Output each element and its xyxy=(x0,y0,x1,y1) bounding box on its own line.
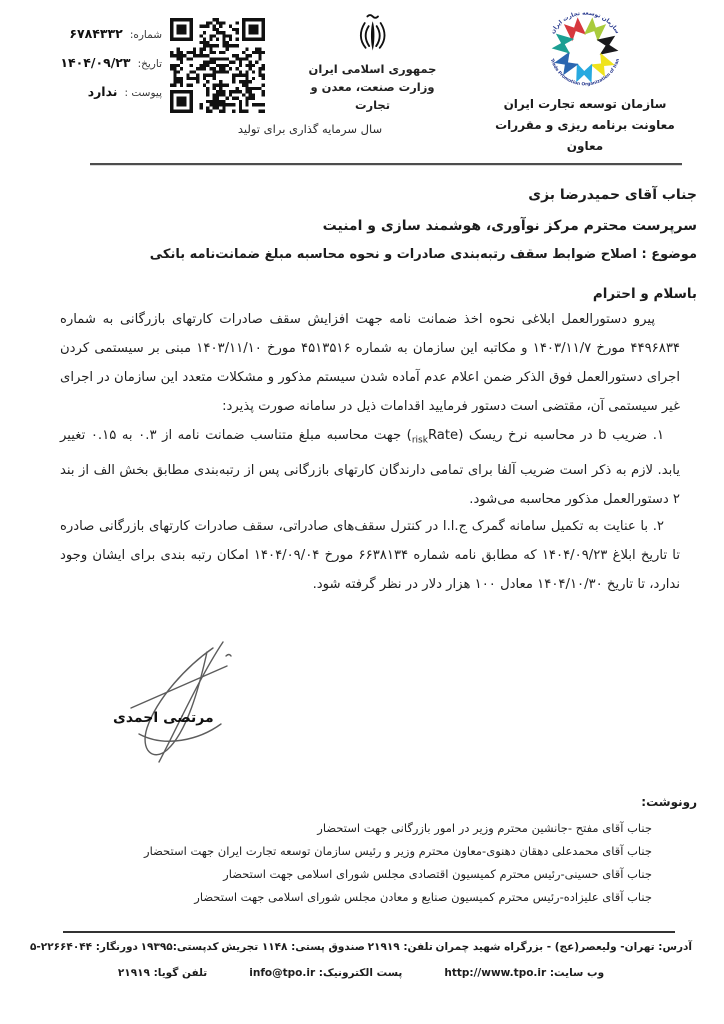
footer-address: آدرس: تهران- ولیعصر(عج) - بزرگراه شهید چمران xyxy=(435,941,692,953)
tpo-ring-text-en: Trade Promotion Organization of Iran xyxy=(548,58,622,88)
item1-rate-subscript: risk xyxy=(411,435,428,446)
letter-attachment-label: پیوست : xyxy=(124,87,162,99)
salutation: باسلام و احترام xyxy=(592,286,697,302)
footer-contact-line xyxy=(30,941,692,953)
recipient-name: جناب آقای حمیدرضا بزی xyxy=(528,187,697,203)
footer-web-line xyxy=(30,967,692,979)
footer-email-address: info@tpo.ir xyxy=(249,967,316,979)
footer-voice-phone: تلفن گویا: ۲۱۹۱۹ xyxy=(117,967,208,979)
cc-item: جناب آقای علیزاده-رئیس محترم کمیسیون صنایع و معادن مجلس شورای اسلامی جهت استحضار xyxy=(194,890,652,904)
body-item-1 xyxy=(60,421,680,514)
header-divider xyxy=(90,163,682,165)
item1-text-pre: ۱. ضریب b در محاسبه نرخ ریسک ( xyxy=(458,428,665,443)
letter-date-row xyxy=(34,55,162,84)
body-item-2: ۲. با عنایت به تکمیل سامانه گمرک ج.ا.ا در کنترل سقف‌های صادراتی، سقف صادرات کارتهای بازرگانی صادره تا تاریخ ابلاغ ۱۴۰۴/۰۹/۲۳ که مطابق نامه شماره ۶۶۳۸۱۳۴ مورخ ۱۴۰۴/۰۹/۰۴ امکان رتبه بندی برای ایشان وجود ندارد، تا تاریخ ۱۴۰۴/۱۰/۳۰ معادل ۱۰۰ هزار دلار در نظر گرفته شود. xyxy=(60,519,680,592)
org-name: سازمان توسعه تجارت ایران xyxy=(503,97,667,111)
ministry-name: وزارت صنعت، معدن و تجارت xyxy=(310,80,435,112)
signature-icon xyxy=(95,636,315,781)
footer-phone: تلفن: ۲۱۹۱۹ xyxy=(367,941,433,953)
svg-text:سازمان توسعه تجارت ایران xyxy=(550,11,620,36)
letter-number-value: ۶۷۸۴۳۳۲ xyxy=(69,26,123,41)
item1-rate-label: Rate xyxy=(427,428,459,443)
letter-date-label: تاریخ: xyxy=(137,58,162,70)
body-paragraph: پیرو دستورالعمل ابلاغی نحوه اخذ ضمانت نامه جهت افزایش سقف صادرات کارتهای بازرگانی به شماره ۴۴۹۶۸۳۴ مورخ ۱۴۰۳/۱۱/۷ و مکاتبه این سازمان به شماره ۴۵۱۳۵۱۶ مورخ ۱۴۰۳/۱۱/۱۰ مبنی بر سیستمی کردن اجرای دستورالعمل فوق الذکر ضمن اعلام عدم آماده شدن سیستم مذکور و مشکلات متعدد این سازمان در اجرای غیر سیستمی آن، مقتضی است دستور فرمایید اقدامات ذیل در سامانه صورت پذیرد: xyxy=(60,312,680,414)
footer-website xyxy=(444,967,604,979)
cc-item: جناب آقای مفتح -جانشین محترم وزیر در امور بازرگانی جهت استحضار xyxy=(317,821,652,835)
letter-number-row xyxy=(34,26,162,55)
footer-website-label: وب سایت: xyxy=(549,967,605,979)
country-name: جمهوری اسلامی ایران xyxy=(308,62,437,76)
signer-name: مرتضی احمدی xyxy=(113,710,214,726)
letter-number-label: شماره: xyxy=(129,29,162,41)
footer-fax: دورنگار: ۲۲۶۶۴۰۴۴-۵ xyxy=(30,941,138,953)
footer-email xyxy=(249,967,402,979)
letter-attachment-value: ندارد xyxy=(87,84,118,99)
recipient-title: سرپرست محترم مرکز نوآوری، هوشمند سازی و امنیت xyxy=(322,218,697,234)
org-department: معاونت برنامه ریزی و مقررات xyxy=(495,118,675,132)
national-emblem-block xyxy=(295,12,450,114)
footer-email-label: پست الکترونیک: xyxy=(318,967,403,979)
letter-date-value: ۱۴۰۴/۰۹/۲۳ xyxy=(60,55,131,70)
footer-postal-code: کدپستی:۱۹۳۹۵ xyxy=(140,941,219,953)
recipient-block xyxy=(60,180,697,242)
subject-line: موضوع : اصلاح ضوابط سقف رتبه‌بندی صادرات و نحوه محاسبه مبلغ ضمانت‌نامه بانکی xyxy=(149,247,697,262)
cc-section xyxy=(100,795,697,909)
cc-item: جناب آقای حسینی-رئیس محترم کمیسیون اقتصادی مجلس شورای اسلامی جهت استحضار xyxy=(223,867,652,881)
organization-block xyxy=(485,6,685,157)
signature-block xyxy=(95,636,315,781)
footer-pobox: صندوق پستی: ۱۱۴۸ تجریش xyxy=(221,941,365,953)
org-role: معاون xyxy=(566,139,604,153)
year-slogan: سال سرمایه گذاری برای تولید xyxy=(237,122,383,136)
footer-divider xyxy=(63,931,675,933)
qr-code-icon xyxy=(170,18,265,113)
cc-heading: رونوشت: xyxy=(641,795,697,809)
cc-item: جناب آقای محمدعلی دهقان دهنوی-معاون محترم وزیر و رئیس سازمان توسعه تجارت ایران جهت استحضار xyxy=(144,844,652,858)
tpo-logo-icon xyxy=(541,6,629,94)
letter-attachment-row xyxy=(34,84,162,113)
item1-text-post: ) جهت محاسبه مبلغ متناسب ضمانت نامه از ۰.۳ به ۰.۱۵ تغییر یابد. لازم به ذکر است ضریب آلفا برای تمامی دارندگان کارتهای بازرگانی پس از رتبه‌بندی مطابق بخش الف از بند ۲ دستورالعمل مذکور محاسبه می‌شود. xyxy=(60,428,680,507)
letter-meta xyxy=(34,26,162,113)
footer-website-url: http://www.tpo.ir xyxy=(444,967,547,979)
tpo-ring-text-fa: سازمان توسعه تجارت ایران xyxy=(549,10,621,35)
iran-emblem-icon xyxy=(355,12,390,58)
